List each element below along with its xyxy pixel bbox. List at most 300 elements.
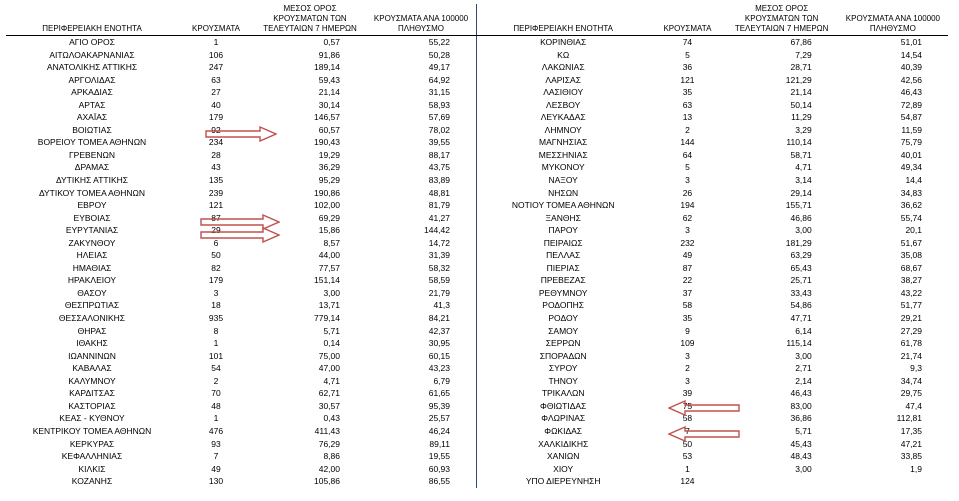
cell-per-100k: 57,69 bbox=[428, 112, 450, 123]
cell-cases: 18 bbox=[211, 300, 221, 311]
cell-per-100k: 68,67 bbox=[900, 262, 922, 273]
header-avg7-left-line2: ΚΡΟΥΣΜΑΤΩΝ ΤΩΝ bbox=[273, 14, 347, 23]
cell-cases: 50 bbox=[211, 250, 221, 261]
cell-per-100k: 35,08 bbox=[900, 250, 922, 261]
table-row bbox=[477, 224, 949, 237]
cell-per-100k: 1,9 bbox=[910, 463, 922, 474]
table-row bbox=[477, 475, 949, 488]
cell-per-100k: 39,55 bbox=[428, 137, 450, 148]
cell-avg-7days: 46,86 bbox=[790, 212, 812, 223]
cell-per-100k: 25,57 bbox=[428, 413, 450, 424]
cell-cases: 92 bbox=[211, 124, 221, 135]
table-row bbox=[477, 49, 949, 62]
table-row bbox=[477, 412, 949, 425]
cell-cases: 87 bbox=[211, 212, 221, 223]
table-row bbox=[477, 149, 949, 162]
table-row bbox=[477, 249, 949, 262]
table-row bbox=[6, 224, 476, 237]
cell-avg-7days: 54,86 bbox=[790, 300, 812, 311]
cell-avg-7days: 121,29 bbox=[785, 74, 812, 85]
table-row bbox=[6, 249, 476, 262]
cell-per-100k: 21,74 bbox=[900, 350, 922, 361]
cell-avg-7days: 25,71 bbox=[790, 275, 812, 286]
cell-cases: 39 bbox=[682, 388, 693, 399]
cell-avg-7days: 59,43 bbox=[318, 74, 340, 85]
cell-avg-7days: 3,00 bbox=[795, 463, 812, 474]
cell-avg-7days: 0,57 bbox=[323, 37, 340, 47]
cell-per-100k: 47,4 bbox=[905, 400, 922, 411]
header-avg7-left-line3: ΤΕΛΕΥΤΑΙΩΝ 7 ΗΜΕΡΩΝ bbox=[263, 24, 357, 33]
cell-avg-7days: 36,29 bbox=[318, 162, 340, 173]
cell-region-name: ΠΡΕΒΕΖΑΣ bbox=[477, 274, 650, 287]
header-row-right bbox=[477, 4, 949, 36]
header-cases-left-text: ΚΡΟΥΣΜΑΤΑ bbox=[192, 24, 240, 33]
cell-cases: 124 bbox=[680, 476, 695, 487]
cell-avg-7days: 190,86 bbox=[314, 187, 340, 198]
cell-cases: 43 bbox=[211, 162, 221, 173]
table-row bbox=[477, 74, 949, 87]
cell-cases: 3 bbox=[685, 375, 690, 386]
table-row bbox=[6, 199, 476, 212]
cell-per-100k: 47,21 bbox=[900, 438, 922, 449]
cell-region-name: ΔΡΑΜΑΣ bbox=[74, 162, 110, 173]
cell-cases: 144 bbox=[680, 137, 695, 148]
cell-per-100k: 61,78 bbox=[900, 338, 922, 349]
header-row-left bbox=[6, 4, 476, 36]
cell-region-name: ΞΑΝΘΗΣ bbox=[477, 212, 650, 225]
cell-avg-7days: 33,43 bbox=[790, 287, 812, 298]
cell-per-100k: 43,22 bbox=[900, 287, 922, 298]
cell-region-name: ΛΑΡΙΣΑΣ bbox=[477, 74, 650, 87]
cell-per-100k: 55,22 bbox=[428, 37, 450, 47]
cell-region-name: ΝΗΣΩΝ bbox=[477, 187, 650, 200]
table-row bbox=[6, 475, 476, 488]
cell-region-name: ΑΧΑΪΑΣ bbox=[76, 112, 108, 123]
table-row bbox=[477, 86, 949, 99]
cell-region-name: ΝΟΤΙΟΥ ΤΟΜΕΑ ΑΘΗΝΩΝ bbox=[477, 199, 650, 212]
cell-region-name: ΚΕΝΤΡΙΚΟΥ ΤΟΜΕΑ ΑΘΗΝΩΝ bbox=[32, 425, 152, 436]
cell-cases: 2 bbox=[213, 375, 219, 386]
cell-avg-7days: 2,71 bbox=[795, 363, 812, 374]
cell-per-100k: 49,17 bbox=[428, 62, 450, 73]
table-header-left bbox=[6, 4, 476, 36]
cell-cases: 36 bbox=[682, 62, 693, 73]
table-row bbox=[477, 287, 949, 300]
cell-avg-7days: 3,00 bbox=[795, 225, 812, 236]
cell-cases: 40 bbox=[211, 99, 221, 110]
cell-per-100k: 27,29 bbox=[900, 325, 922, 336]
cell-per-100k: 88,17 bbox=[428, 149, 450, 160]
cell-per-100k: 58,32 bbox=[428, 262, 450, 273]
cell-per-100k: 31,39 bbox=[428, 250, 450, 261]
cell-region-name: ΙΩΑΝΝΙΝΩΝ bbox=[68, 350, 116, 361]
cell-region-name: ΣΕΡΡΩΝ bbox=[477, 337, 650, 350]
cell-region-name: ΑΡΤΑΣ bbox=[78, 99, 106, 110]
cell-per-100k: 48,81 bbox=[428, 187, 450, 198]
cell-region-name: ΝΑΞΟΥ bbox=[477, 174, 650, 187]
cell-per-100k: 60,15 bbox=[428, 350, 450, 361]
cell-per-100k: 51,01 bbox=[900, 37, 922, 47]
cell-per-100k: 34,83 bbox=[900, 187, 922, 198]
cell-per-100k: 49,34 bbox=[900, 162, 922, 173]
table-row bbox=[6, 287, 476, 300]
regions-table-left bbox=[6, 4, 476, 488]
table-row bbox=[477, 174, 949, 187]
cell-cases: 13 bbox=[682, 112, 693, 123]
cell-region-name: ΚΕΑΣ - ΚΥΘΝΟΥ bbox=[59, 413, 125, 424]
cell-per-100k: 60,93 bbox=[428, 463, 450, 474]
cell-avg-7days: 21,14 bbox=[790, 87, 812, 98]
cell-avg-7days: 60,57 bbox=[318, 124, 340, 135]
cell-cases: 29 bbox=[211, 225, 221, 236]
cell-avg-7days: 411,43 bbox=[314, 425, 340, 436]
cell-region-name: ΗΛΕΙΑΣ bbox=[76, 250, 108, 261]
table-row bbox=[6, 124, 476, 137]
cell-avg-7days: 46,43 bbox=[790, 388, 812, 399]
table-row bbox=[477, 61, 949, 74]
table-row bbox=[6, 450, 476, 463]
cell-cases: 232 bbox=[680, 237, 695, 248]
table-row bbox=[477, 274, 949, 287]
cell-cases: 35 bbox=[682, 313, 693, 324]
cell-per-100k: 95,39 bbox=[428, 400, 450, 411]
cell-per-100k: 46,24 bbox=[428, 425, 450, 436]
cell-per-100k: 112,81 bbox=[896, 413, 922, 424]
cell-avg-7days: 189,14 bbox=[314, 62, 340, 73]
cell-avg-7days: 62,71 bbox=[318, 388, 340, 399]
cell-avg-7days: 4,71 bbox=[795, 162, 812, 173]
table-row bbox=[6, 299, 476, 312]
cell-region-name: ΣΥΡΟΥ bbox=[477, 362, 650, 375]
cell-per-100k: 64,92 bbox=[428, 74, 450, 85]
cell-region-name: ΔΥΤΙΚΗΣ ΑΤΤΙΚΗΣ bbox=[55, 175, 129, 186]
cell-avg-7days: 3,29 bbox=[795, 124, 812, 135]
header-cases-left bbox=[178, 4, 254, 36]
cell-avg-7days: 8,86 bbox=[323, 451, 340, 462]
cell-cases: 63 bbox=[211, 74, 221, 85]
header-per100k-right-line2: ΠΛΗΘΥΣΜΟ bbox=[869, 24, 916, 33]
cell-region-name: ΛΑΣΙΘΙΟΥ bbox=[477, 86, 650, 99]
cell-per-100k: 33,85 bbox=[900, 451, 922, 462]
cell-per-100k: 14,4 bbox=[905, 175, 922, 186]
cell-region-name: ΧΑΛΚΙΔΙΚΗΣ bbox=[477, 438, 650, 451]
cell-avg-7days: 13,71 bbox=[318, 300, 340, 311]
table-row bbox=[6, 262, 476, 275]
cell-region-name: ΕΥΡΥΤΑΝΙΑΣ bbox=[65, 225, 119, 236]
cell-per-100k: 31,15 bbox=[428, 87, 450, 98]
cell-avg-7days: 2,14 bbox=[795, 375, 812, 386]
cell-avg-7days: 63,29 bbox=[790, 250, 812, 261]
cell-per-100k: 51,77 bbox=[900, 300, 922, 311]
cell-avg-7days: 65,43 bbox=[790, 262, 812, 273]
cell-region-name: ΜΥΚΟΝΟΥ bbox=[477, 161, 650, 174]
cell-cases: 234 bbox=[208, 137, 224, 148]
cell-region-name: ΗΜΑΘΙΑΣ bbox=[72, 262, 112, 273]
cell-avg-7days: 47,00 bbox=[318, 363, 340, 374]
cell-region-name: ΖΑΚΥΝΘΟΥ bbox=[68, 237, 116, 248]
cell-cases: 7 bbox=[213, 451, 219, 462]
cell-region-name: ΑΓΙΟ ΟΡΟΣ bbox=[69, 37, 115, 47]
cell-cases: 194 bbox=[680, 200, 695, 211]
cell-avg-7days: 58,71 bbox=[790, 149, 812, 160]
cell-cases: 6 bbox=[213, 237, 219, 248]
cell-cases: 8 bbox=[213, 325, 219, 336]
cell-region-name: ΚΑΛΥΜΝΟΥ bbox=[68, 375, 116, 386]
header-cases-right bbox=[649, 4, 725, 36]
header-per100k-left-line1: ΚΡΟΥΣΜΑΤΑ ΑΝΑ 100000 bbox=[373, 14, 469, 23]
cell-avg-7days: 19,29 bbox=[318, 149, 340, 160]
cell-cases: 9 bbox=[685, 325, 690, 336]
cell-per-100k: 38,27 bbox=[900, 275, 922, 286]
table-row bbox=[6, 237, 476, 250]
cell-avg-7days: 7,29 bbox=[795, 49, 812, 60]
cell-region-name: ΑΡΓΟΛΙΔΑΣ bbox=[68, 74, 116, 85]
cell-cases: 476 bbox=[208, 425, 224, 436]
cell-region-name: ΦΛΩΡΙΝΑΣ bbox=[477, 412, 650, 425]
cell-region-name: ΤΡΙΚΑΛΩΝ bbox=[477, 387, 650, 400]
cell-per-100k: 36,62 bbox=[900, 200, 922, 211]
cell-cases: 62 bbox=[682, 212, 693, 223]
cell-avg-7days: 190,43 bbox=[314, 137, 340, 148]
cell-cases: 179 bbox=[208, 275, 224, 286]
cell-cases: 247 bbox=[208, 62, 224, 73]
cell-per-100k: 86,55 bbox=[428, 476, 450, 487]
cell-per-100k: 55,74 bbox=[900, 212, 922, 223]
cell-region-name: ΛΑΚΩΝΙΑΣ bbox=[477, 61, 650, 74]
cell-region-name: ΛΗΜΝΟΥ bbox=[477, 124, 650, 137]
table-row bbox=[477, 463, 949, 476]
table-header-right bbox=[477, 4, 949, 36]
cell-cases: 58 bbox=[682, 300, 693, 311]
cell-per-100k: 43,23 bbox=[428, 363, 450, 374]
cell-cases: 35 bbox=[682, 87, 693, 98]
table-row bbox=[6, 362, 476, 375]
cell-cases: 121 bbox=[680, 74, 695, 85]
cell-avg-7days: 146,57 bbox=[314, 112, 340, 123]
cell-cases: 1 bbox=[685, 463, 690, 474]
cell-avg-7days: 42,00 bbox=[318, 463, 340, 474]
table-row bbox=[477, 199, 949, 212]
header-region-name-left bbox=[6, 4, 178, 36]
cell-region-name: ΠΙΕΡΙΑΣ bbox=[477, 262, 650, 275]
cell-cases: 3 bbox=[685, 175, 690, 186]
cell-avg-7days: 36,86 bbox=[790, 413, 812, 424]
cell-region-name: ΙΘΑΚΗΣ bbox=[76, 338, 108, 349]
cell-region-name: ΧΙΟΥ bbox=[477, 463, 650, 476]
cell-cases: 2 bbox=[685, 363, 690, 374]
cell-region-name: ΚΩ bbox=[477, 49, 650, 62]
cell-avg-7days: 110,14 bbox=[786, 137, 812, 148]
table-body-right bbox=[477, 36, 949, 488]
cell-per-100k: 54,87 bbox=[900, 112, 922, 123]
cell-avg-7days: 5,71 bbox=[323, 325, 340, 336]
table-row bbox=[6, 375, 476, 388]
cell-per-100k: 89,11 bbox=[429, 438, 450, 449]
cell-avg-7days: 3,14 bbox=[795, 175, 812, 186]
cell-per-100k: 81,79 bbox=[428, 200, 450, 211]
cell-per-100k: 42,37 bbox=[428, 325, 450, 336]
cell-per-100k: 29,75 bbox=[900, 388, 922, 399]
cell-region-name: ΚΕΦΑΛΛΗΝΙΑΣ bbox=[61, 451, 123, 462]
cell-region-name: ΛΕΥΚΑΔΑΣ bbox=[477, 111, 650, 124]
cell-per-100k: 41,27 bbox=[428, 212, 450, 223]
cell-per-100k: 78,02 bbox=[428, 124, 450, 135]
cell-avg-7days: 69,29 bbox=[318, 212, 340, 223]
cell-cases: 1 bbox=[213, 338, 219, 349]
cell-cases: 1 bbox=[213, 37, 219, 47]
cell-avg-7days: 95,29 bbox=[318, 175, 340, 186]
table-row bbox=[6, 136, 476, 149]
cell-cases: 70 bbox=[211, 388, 221, 399]
cell-avg-7days: 30,14 bbox=[318, 99, 340, 110]
cell-cases: 82 bbox=[211, 262, 221, 273]
cell-region-name: ΘΕΣΠΡΩΤΙΑΣ bbox=[64, 300, 120, 311]
table-row bbox=[477, 350, 949, 363]
cell-per-100k bbox=[838, 475, 948, 488]
table-row bbox=[477, 450, 949, 463]
table-row bbox=[477, 212, 949, 225]
cell-per-100k: 43,75 bbox=[428, 162, 450, 173]
cell-cases: 121 bbox=[208, 200, 224, 211]
table-row bbox=[6, 312, 476, 325]
cell-cases: 101 bbox=[208, 350, 224, 361]
cell-region-name: ΠΑΡΟΥ bbox=[477, 224, 650, 237]
cell-cases: 93 bbox=[211, 438, 221, 449]
cell-avg-7days: 15,86 bbox=[318, 225, 340, 236]
cell-avg-7days: 83,00 bbox=[790, 400, 812, 411]
table-row bbox=[477, 387, 949, 400]
cell-cases: 5 bbox=[685, 162, 690, 173]
cell-cases: 64 bbox=[682, 149, 693, 160]
header-avg7-right-line1: ΜΕΣΟΣ ΟΡΟΣ bbox=[755, 4, 809, 13]
cell-cases: 50 bbox=[682, 438, 693, 449]
cell-region-name: ΚΕΡΚΥΡΑΣ bbox=[69, 438, 115, 449]
cell-avg-7days bbox=[726, 475, 838, 488]
table-row bbox=[6, 49, 476, 62]
cell-region-name: ΑΡΚΑΔΙΑΣ bbox=[71, 87, 113, 98]
cell-per-100k: 46,43 bbox=[900, 87, 922, 98]
table-row bbox=[477, 438, 949, 451]
cell-region-name: ΦΩΚΙΔΑΣ bbox=[477, 425, 650, 438]
cell-region-name: ΕΥΒΟΙΑΣ bbox=[73, 212, 111, 223]
cell-cases: 26 bbox=[682, 187, 693, 198]
cell-cases: 37 bbox=[682, 287, 693, 298]
cell-per-100k: 61,65 bbox=[428, 388, 450, 399]
cell-avg-7days: 0,43 bbox=[323, 413, 340, 424]
cell-cases: 3 bbox=[213, 287, 219, 298]
table-row bbox=[477, 337, 949, 350]
cell-region-name: ΧΑΝΙΩΝ bbox=[477, 450, 650, 463]
table-row bbox=[6, 161, 476, 174]
table-row bbox=[477, 99, 949, 112]
cell-region-name: ΘΕΣΣΑΛΟΝΙΚΗΣ bbox=[58, 313, 126, 324]
cell-cases: 2 bbox=[685, 124, 690, 135]
table-row bbox=[6, 350, 476, 363]
table-row bbox=[6, 212, 476, 225]
cell-avg-7days: 44,00 bbox=[318, 250, 340, 261]
cell-region-name: ΚΟΡΙΝΘΙΑΣ bbox=[477, 36, 650, 49]
table-row bbox=[477, 161, 949, 174]
table-row bbox=[6, 174, 476, 187]
cell-avg-7days: 3,00 bbox=[323, 287, 340, 298]
cell-cases: 179 bbox=[208, 112, 224, 123]
table-row bbox=[6, 400, 476, 413]
table-row bbox=[6, 337, 476, 350]
table-row bbox=[477, 400, 949, 413]
cell-avg-7days: 779,14 bbox=[314, 313, 340, 324]
table-row bbox=[477, 124, 949, 137]
header-per100k-right bbox=[838, 4, 948, 36]
cell-region-name: ΤΗΝΟΥ bbox=[477, 375, 650, 388]
header-avg7-right bbox=[726, 4, 838, 36]
cell-region-name: ΣΠΟΡΑΔΩΝ bbox=[477, 350, 650, 363]
cell-cases: 48 bbox=[211, 400, 221, 411]
cell-region-name: ΜΑΓΝΗΣΙΑΣ bbox=[477, 136, 650, 149]
cell-per-100k: 29,21 bbox=[900, 313, 922, 324]
cell-per-100k: 51,67 bbox=[900, 237, 922, 248]
cell-cases: 75 bbox=[682, 400, 693, 411]
cell-per-100k: 14,54 bbox=[900, 49, 922, 60]
table-row bbox=[477, 187, 949, 200]
cell-per-100k: 30,95 bbox=[428, 338, 450, 349]
table-row bbox=[6, 86, 476, 99]
cell-region-name: ΘΑΣΟΥ bbox=[77, 287, 107, 298]
cell-cases: 106 bbox=[208, 49, 224, 60]
cell-per-100k: 6,79 bbox=[433, 375, 450, 386]
cell-avg-7days: 181,29 bbox=[785, 237, 812, 248]
cell-avg-7days: 151,14 bbox=[314, 275, 340, 286]
table-row bbox=[6, 36, 476, 49]
table-row bbox=[477, 111, 949, 124]
cell-per-100k: 40,39 bbox=[900, 62, 922, 73]
cell-per-100k: 17,35 bbox=[900, 425, 922, 436]
table-row bbox=[477, 362, 949, 375]
cell-region-name: ΚΟΖΑΝΗΣ bbox=[71, 476, 113, 487]
header-avg7-right-line3: ΤΕΛΕΥΤΑΙΩΝ 7 ΗΜΕΡΩΝ bbox=[734, 24, 829, 33]
cell-avg-7days: 102,00 bbox=[314, 200, 340, 211]
cell-cases: 63 bbox=[682, 99, 693, 110]
table-row bbox=[6, 149, 476, 162]
cell-per-100k: 58,59 bbox=[428, 275, 450, 286]
cell-per-100k: 40,01 bbox=[900, 149, 922, 160]
header-per100k-left-line2: ΠΛΗΘΥΣΜΟ bbox=[397, 24, 445, 33]
table-row bbox=[6, 387, 476, 400]
cell-avg-7days: 75,00 bbox=[318, 350, 340, 361]
cell-avg-7days: 30,57 bbox=[318, 400, 340, 411]
cell-region-name: ΡΟΔΟΠΗΣ bbox=[477, 299, 650, 312]
header-region-name-right-text: ΠΕΡΙΦΕΡΕΙΑΚΗ ΕΝΟΤΗΤΑ bbox=[513, 24, 613, 33]
table-row bbox=[6, 463, 476, 476]
cell-per-100k: 144,42 bbox=[424, 225, 450, 236]
cell-avg-7days: 3,00 bbox=[795, 350, 812, 361]
cell-region-name: ΡΟΔΟΥ bbox=[477, 312, 650, 325]
header-per100k-right-line1: ΚΡΟΥΣΜΑΤΑ ΑΝΑ 100000 bbox=[845, 14, 940, 23]
cell-cases: 3 bbox=[685, 225, 690, 236]
cell-region-name: ΚΑΒΑΛΑΣ bbox=[72, 363, 112, 374]
table-row bbox=[6, 61, 476, 74]
table-row bbox=[477, 299, 949, 312]
cell-region-name: ΕΒΡΟΥ bbox=[77, 200, 107, 211]
table-row bbox=[6, 274, 476, 287]
cell-cases: 49 bbox=[682, 250, 693, 261]
table-row bbox=[6, 412, 476, 425]
cell-avg-7days: 6,14 bbox=[795, 325, 812, 336]
cell-region-name: ΗΡΑΚΛΕΙΟΥ bbox=[67, 275, 117, 286]
header-avg7-left bbox=[254, 4, 366, 36]
header-per100k-left bbox=[366, 4, 476, 36]
cell-region-name: ΚΙΛΚΙΣ bbox=[78, 463, 106, 474]
cell-cases: 87 bbox=[682, 262, 693, 273]
